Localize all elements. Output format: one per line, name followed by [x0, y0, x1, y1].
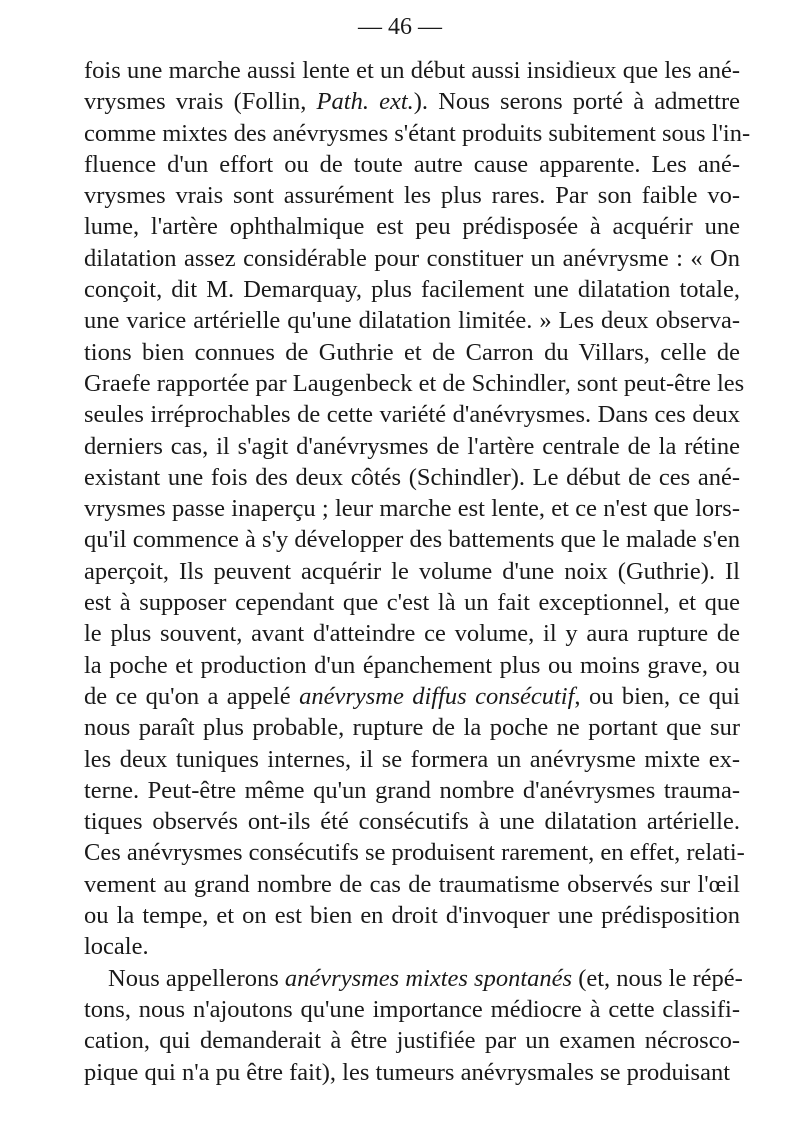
- text-line: [84, 931, 740, 962]
- text-segment: derniers cas, il s'agit d'anévrysmes de l'artère centrale de la rétine: [84, 432, 740, 460]
- text-line: [84, 274, 740, 305]
- text-line: [84, 524, 740, 555]
- text-segment: tions bien connues de Guthrie et de Carron du Villars, celle de: [84, 338, 740, 366]
- text-segment: (et, nous le répé-: [572, 964, 743, 992]
- text-line: [84, 806, 740, 837]
- text-segment: seules irréprochables de cette variété d'anévrysmes. Dans ces deux: [84, 401, 740, 429]
- text-segment: les deux tuniques internes, il se formera un anévrysme mixte ex-: [84, 745, 740, 773]
- text-segment: fluence d'un effort ou de toute autre cause apparente. Les ané-: [84, 150, 740, 178]
- text-line: [84, 118, 751, 149]
- text-line: [84, 650, 740, 681]
- text-line: [84, 86, 740, 117]
- page-number: — 46 —: [358, 14, 442, 40]
- text-segment: , ou bien, ce qui: [574, 682, 740, 710]
- text-line: [84, 994, 740, 1025]
- text-body: [84, 55, 751, 1088]
- text-line: [84, 1057, 740, 1088]
- text-segment: qu'il commence à s'y développer des battements que le malade s'en: [84, 526, 740, 554]
- text-line: [84, 493, 740, 524]
- text-line: [84, 900, 740, 931]
- text-line: [84, 775, 740, 806]
- text-line: [84, 305, 740, 336]
- italic-text: anévrysmes mixtes spontanés: [284, 964, 573, 992]
- text-line: [84, 681, 740, 712]
- text-segment: est à supposer cependant que c'est là un fait exceptionnel, et que: [84, 589, 740, 617]
- text-line: [84, 180, 740, 211]
- text-line: [84, 1025, 740, 1056]
- text-line: [84, 462, 740, 493]
- text-line: [84, 149, 740, 180]
- italic-text: Path. ext.: [316, 88, 414, 116]
- text-segment: Nous appellerons: [108, 964, 285, 992]
- text-segment: vrysmes passe inaperçu ; leur marche est lente, et ce n'est que lors-: [84, 495, 740, 523]
- text-segment: ou la tempe, et on est bien en droit d'invoquer une prédisposition: [84, 902, 740, 930]
- text-segment: lume, l'artère ophthalmique est peu prédisposée à acquérir une: [84, 213, 740, 241]
- text-line: [84, 368, 745, 399]
- text-line: [84, 963, 743, 994]
- text-segment: tons, nous n'ajoutons qu'une importance médiocre à cette classifi-: [84, 995, 740, 1023]
- text-segment: tiques observés ont-ils été consécutifs à une dilatation artérielle.: [84, 808, 740, 836]
- text-segment: nous paraît plus probable, rupture de la poche ne portant que sur: [84, 714, 740, 742]
- text-line: [84, 618, 740, 649]
- text-segment: dilatation assez considérable pour constituer un anévrysme : « On: [84, 244, 740, 272]
- text-line: [84, 211, 740, 242]
- italic-text: anévrysme diffus consécutif: [299, 682, 575, 710]
- text-line: [84, 587, 740, 618]
- text-line: [84, 869, 740, 900]
- text-segment: Ces anévrysmes consécutifs se produisent rarement, en effet, relati-: [84, 839, 745, 867]
- text-segment: ). Nous serons porté à admettre: [413, 88, 740, 116]
- text-segment: une varice artérielle qu'une dilatation limitée. » Les deux observa-: [84, 307, 740, 335]
- text-segment: vrysmes vrais sont assurément les plus rares. Par son faible vo-: [84, 182, 740, 210]
- text-segment: vement au grand nombre de cas de traumatisme observés sur l'œil: [84, 870, 740, 898]
- text-line: [84, 243, 740, 274]
- text-segment: existant une fois des deux côtés (Schindler). Le début de ces ané-: [84, 463, 740, 491]
- text-line: [84, 712, 740, 743]
- text-segment: terne. Peut-être même qu'un grand nombre d'anévrysmes trauma-: [84, 776, 740, 804]
- text-segment: fois une marche aussi lente et un début aussi insidieux que les ané-: [84, 57, 740, 84]
- text-line: [84, 399, 740, 430]
- text-line: [84, 337, 740, 368]
- text-segment: Graefe rapportée par Laugenbeck et de Schindler, sont peut-être les: [84, 369, 745, 397]
- text-segment: pique qui n'a pu être fait), les tumeurs anévrysmales se produisant: [84, 1058, 730, 1086]
- text-line: [84, 55, 740, 86]
- text-segment: cation, qui demanderait à être justifiée par un examen nécrosco-: [84, 1027, 740, 1055]
- text-segment: locale.: [84, 933, 149, 961]
- text-line: [84, 556, 740, 587]
- text-line: [84, 744, 740, 775]
- text-segment: la poche et production d'un épanchement plus ou moins grave, ou: [84, 651, 740, 679]
- text-segment: le plus souvent, avant d'atteindre ce volume, il y aura rupture de: [84, 620, 740, 648]
- text-line: [84, 431, 740, 462]
- text-segment: de ce qu'on a appelé: [84, 682, 300, 710]
- text-segment: comme mixtes des anévrysmes s'étant produits subitement sous l'in-: [84, 119, 751, 147]
- text-segment: aperçoit, Ils peuvent acquérir le volume d'une noix (Guthrie). Il: [84, 557, 740, 585]
- text-line: [84, 837, 745, 868]
- text-segment: vrysmes vrais (Follin,: [84, 88, 317, 116]
- text-segment: conçoit, dit M. Demarquay, plus facilement une dilatation totale,: [84, 276, 740, 304]
